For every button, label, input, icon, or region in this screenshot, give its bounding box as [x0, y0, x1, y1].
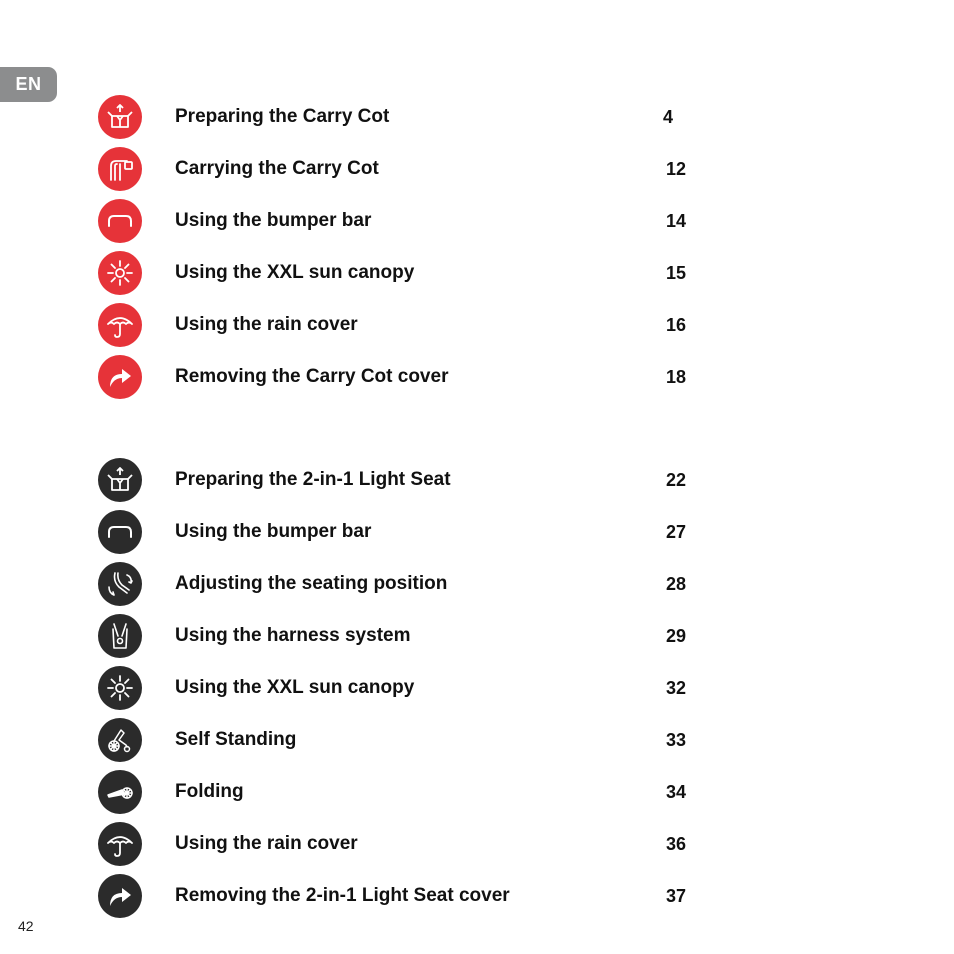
toc-entry[interactable] [0, 196, 954, 248]
toc-entry-page: 29 [665, 626, 686, 646]
toc-entry-page: 32 [665, 678, 686, 698]
language-tab[interactable]: EN [0, 67, 57, 102]
toc-entry-title: Removing the Carry Cot cover [175, 366, 449, 387]
bumper-bar-icon [98, 510, 142, 554]
carry-handle-icon [98, 147, 142, 191]
toc-entry-page: 37 [665, 886, 686, 906]
toc-entry[interactable] [0, 455, 954, 507]
toc-entry-title: Preparing the Carry Cot [175, 106, 390, 127]
toc-entry[interactable] [0, 819, 954, 871]
page-number: 42 [18, 918, 34, 934]
umbrella-icon [98, 303, 142, 347]
recline-seat-icon [98, 562, 142, 606]
toc-entry-page: 16 [665, 315, 686, 335]
bumper-bar-icon [98, 199, 142, 243]
toc-entry-page: 36 [665, 834, 686, 854]
toc-entry[interactable] [0, 507, 954, 559]
toc-entry[interactable] [0, 715, 954, 767]
toc-entry-page: 33 [665, 730, 686, 750]
curved-arrow-icon [98, 355, 142, 399]
folded-stroller-icon [98, 770, 142, 814]
toc-entry[interactable] [0, 300, 954, 352]
toc-entry[interactable] [0, 663, 954, 715]
toc-entry[interactable] [0, 611, 954, 663]
toc-entry-title: Folding [175, 781, 244, 802]
toc-entry-title: Preparing the 2-in-1 Light Seat [175, 469, 451, 490]
toc-entry-title: Self Standing [175, 729, 297, 750]
umbrella-icon [98, 822, 142, 866]
toc-entry-page: 28 [665, 574, 686, 594]
toc-entry-page: 27 [665, 522, 686, 542]
sun-icon [98, 666, 142, 710]
toc-entry-page: 22 [665, 470, 686, 490]
toc-entry-page: 34 [665, 782, 686, 802]
toc-entry-title: Removing the 2-in-1 Light Seat cover [175, 885, 510, 906]
toc-entry-title: Using the XXL sun canopy [175, 262, 415, 283]
toc-entry-title: Using the harness system [175, 625, 411, 646]
toc-entry[interactable] [0, 871, 954, 923]
toc-entry-page: 12 [665, 159, 686, 179]
toc-entry-page: 15 [665, 263, 686, 283]
toc-entry-title: Using the rain cover [175, 314, 358, 335]
toc-entry[interactable] [0, 559, 954, 611]
toc-entry-page: 4 [663, 107, 674, 127]
toc-entry[interactable] [0, 92, 954, 144]
toc-entry-title: Using the XXL sun canopy [175, 677, 415, 698]
toc-entry[interactable] [0, 767, 954, 819]
toc-entry-title: Using the bumper bar [175, 210, 372, 231]
toc-entry[interactable] [0, 144, 954, 196]
self-standing-stroller-icon [98, 718, 142, 762]
toc-entry-title: Carrying the Carry Cot [175, 158, 379, 179]
toc-entry[interactable] [0, 352, 954, 404]
toc-entry-page: 18 [665, 367, 686, 387]
curved-arrow-icon [98, 874, 142, 918]
box-open-icon [98, 95, 142, 139]
toc-entry-title: Using the bumper bar [175, 521, 372, 542]
harness-icon [98, 614, 142, 658]
toc-entry-page: 14 [665, 211, 686, 231]
toc-entry-title: Using the rain cover [175, 833, 358, 854]
box-open-icon [98, 458, 142, 502]
sun-icon [98, 251, 142, 295]
toc-entry-title: Adjusting the seating position [175, 573, 448, 594]
toc-entry[interactable] [0, 248, 954, 300]
